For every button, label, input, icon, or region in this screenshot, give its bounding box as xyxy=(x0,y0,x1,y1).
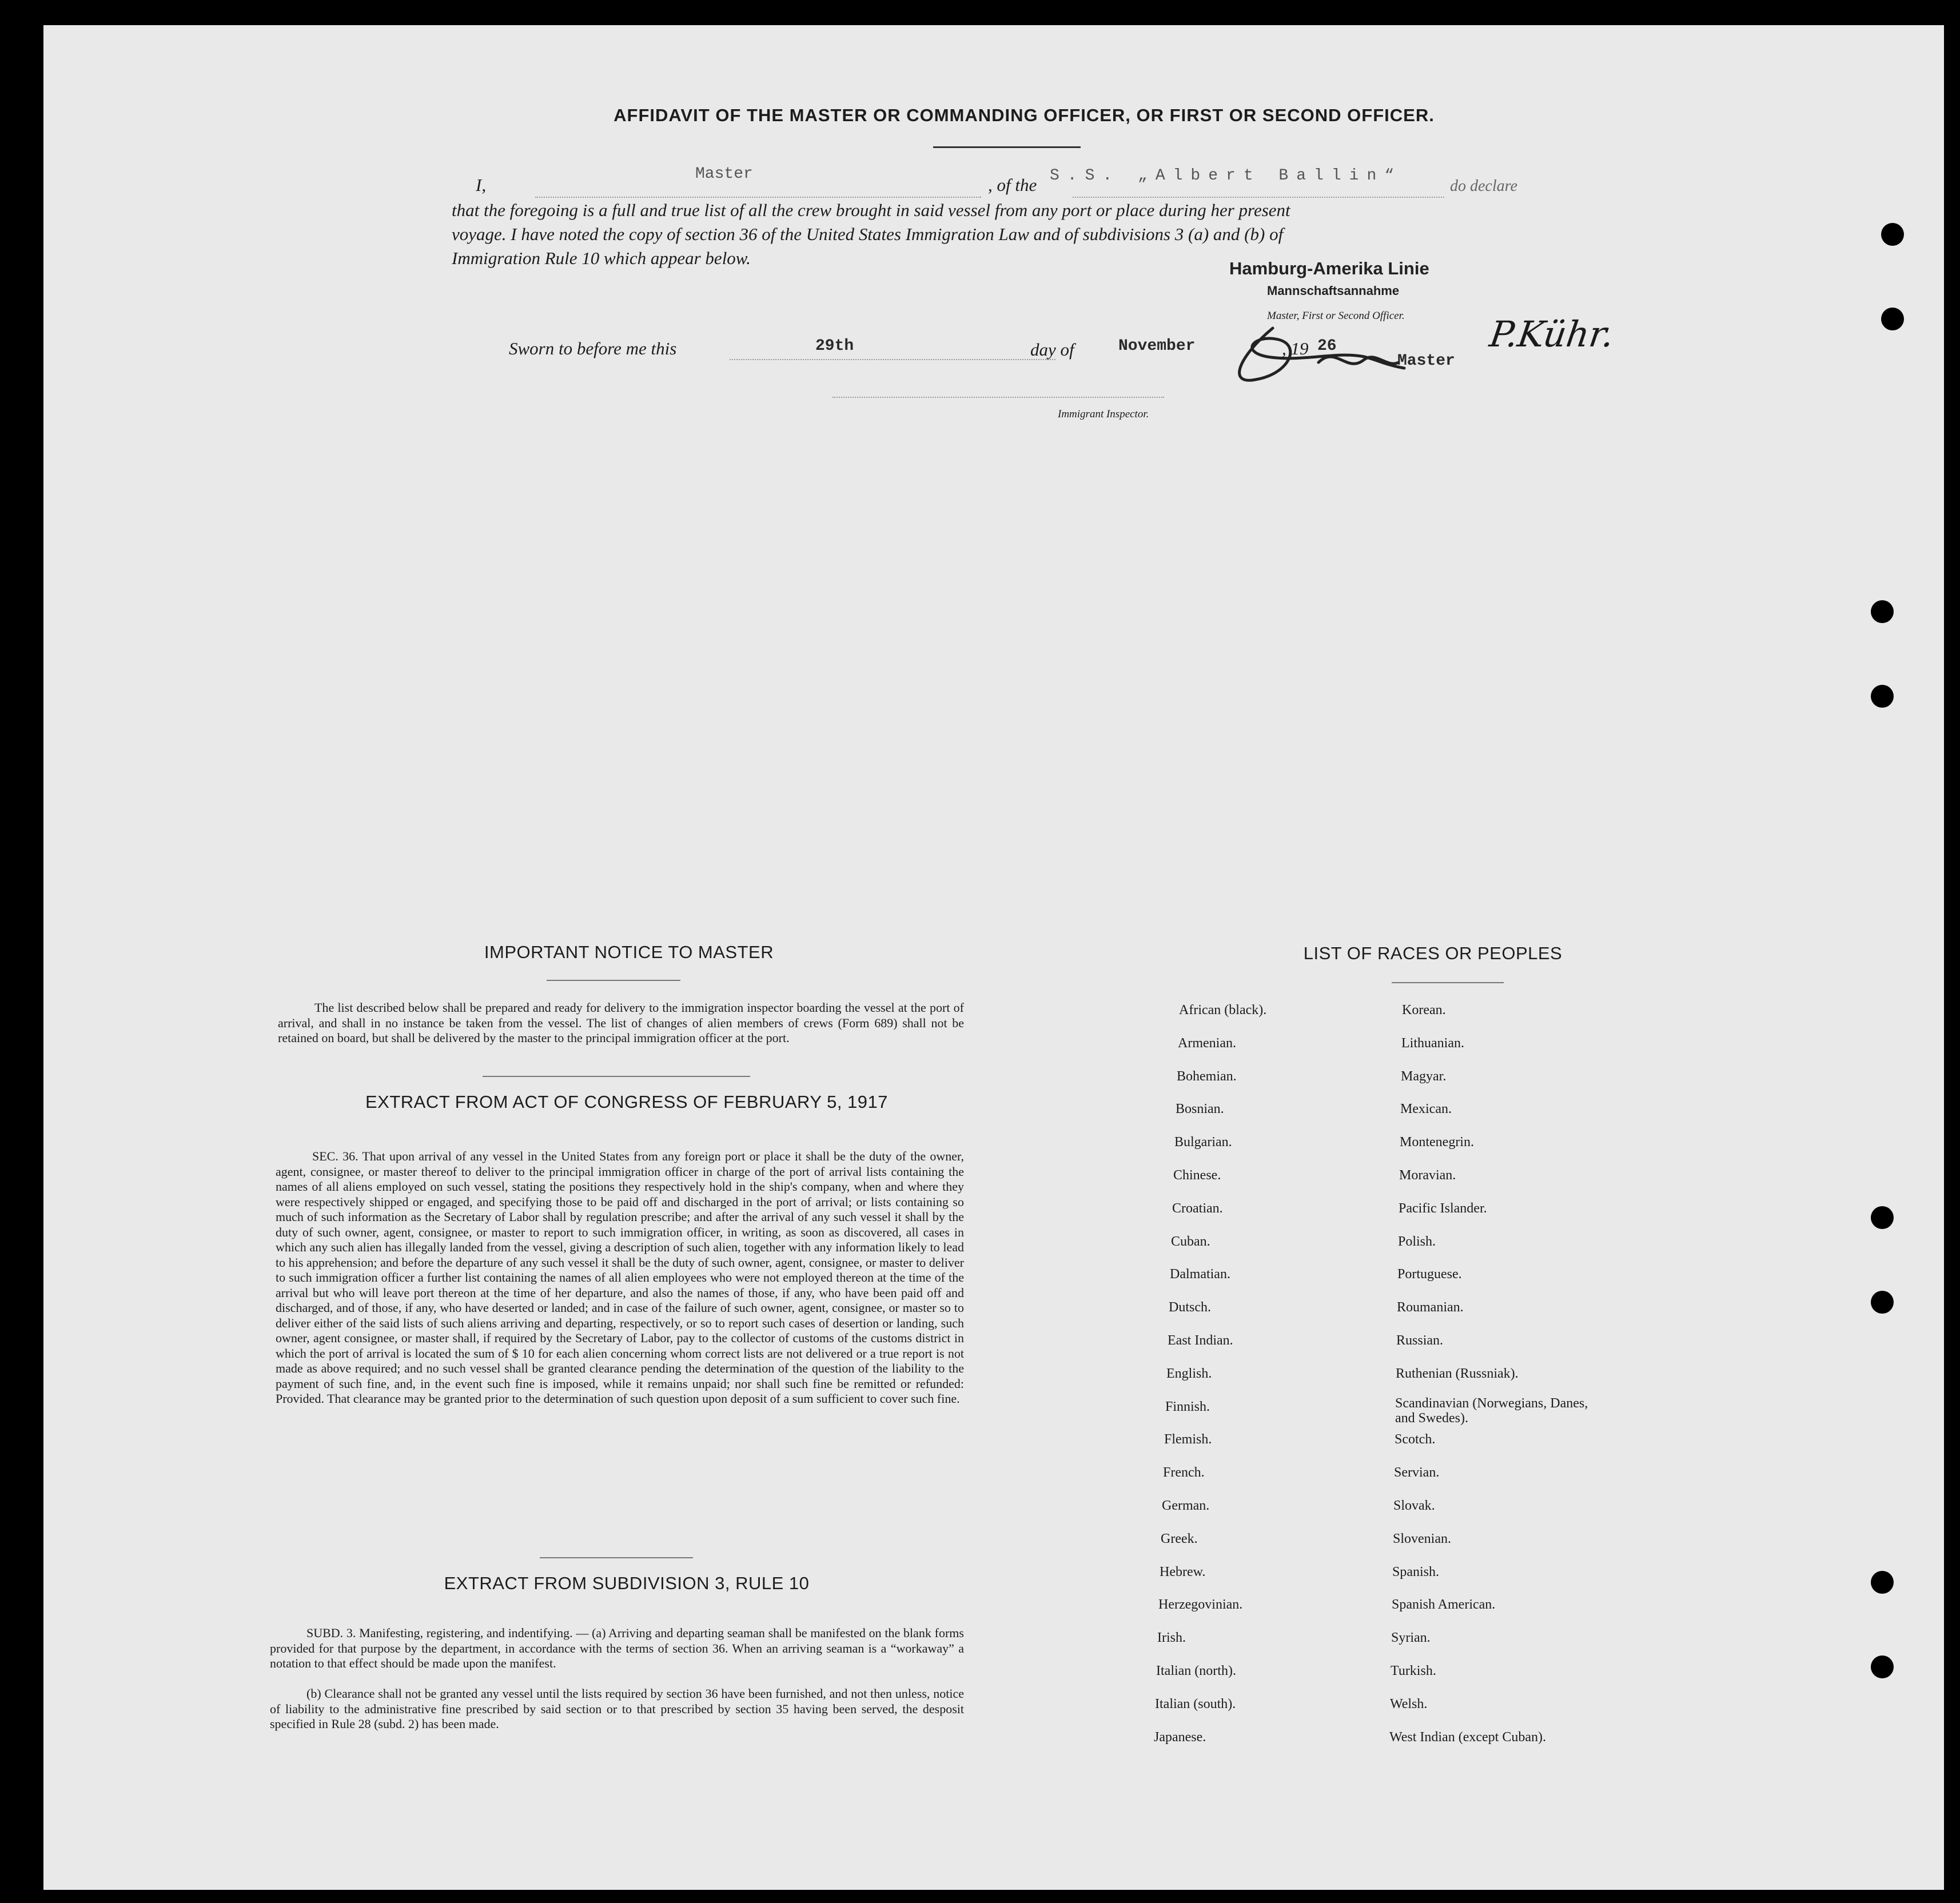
races-divider xyxy=(1392,982,1504,983)
act-title: EXTRACT FROM ACT OF CONGRESS OF FEBRUARY 5, 1917 xyxy=(365,1092,889,1112)
race-item: Moravian. xyxy=(1399,1168,1456,1183)
day-value: 29th xyxy=(815,337,854,355)
punch-hole xyxy=(1871,1571,1894,1594)
punch-hole xyxy=(1871,1655,1894,1678)
officer-caption: Master, First or Second Officer. xyxy=(1267,310,1405,322)
race-item: Flemish. xyxy=(1164,1432,1212,1447)
affidavit-line-4: Immigration Rule 10 which appear below. xyxy=(452,248,751,268)
race-item: Dalmatian. xyxy=(1170,1267,1230,1282)
punch-hole xyxy=(1871,600,1894,623)
race-item: Servian. xyxy=(1394,1465,1440,1481)
race-item: English. xyxy=(1166,1366,1212,1381)
i-label: I, xyxy=(476,175,487,195)
affidavit-line-2: that the foregoing is a full and true list of all the crew brought in said vessel from any port or place during her present xyxy=(452,200,1290,220)
race-item: Italian (north). xyxy=(1156,1663,1236,1678)
master-signature: P.Kühr. xyxy=(1487,313,1617,355)
rule-body-a: SUBD. 3. Manifesting, registering, and indentifying. — (a) Arriving and departing seaman shall be manifested on the blank forms provided for that purpose by the department, in accordance with the terms of section 36. When an arriving seaman is a “workaway” a notation to that effect should be made upon the manifest. xyxy=(270,1626,964,1670)
race-item: Spanish. xyxy=(1392,1564,1440,1579)
race-item: Armenian. xyxy=(1178,1035,1236,1051)
affidavit-line-3: voyage. I have noted the copy of section 36 of the United States Immigration Law and of subdivisions 3 (a) and (b) of xyxy=(452,224,1284,244)
race-item: Korean. xyxy=(1402,1003,1446,1018)
company-stamp-line2: Mannschaftsannahme xyxy=(1267,284,1400,298)
master-below: Master xyxy=(1397,352,1455,370)
notice-divider xyxy=(547,980,680,981)
race-item: Montenegrin. xyxy=(1400,1135,1474,1150)
vessel-name: S.S. „Albert Ballin“ xyxy=(1050,167,1403,185)
race-item: Mexican. xyxy=(1400,1102,1452,1117)
punch-hole xyxy=(1871,685,1894,708)
race-item: Pacific Islander. xyxy=(1399,1200,1487,1216)
day-line xyxy=(730,359,1055,360)
race-item: German. xyxy=(1162,1498,1210,1513)
race-item: Russian. xyxy=(1396,1333,1444,1348)
rule-title: EXTRACT FROM SUBDIVISION 3, RULE 10 xyxy=(444,1573,810,1593)
race-item: Roumanian. xyxy=(1397,1300,1464,1315)
race-item: Polish. xyxy=(1398,1234,1436,1249)
of-the-label: , of the xyxy=(988,175,1037,195)
race-item: Slovak. xyxy=(1393,1498,1435,1513)
race-item: French. xyxy=(1163,1465,1205,1481)
race-item: East Indian. xyxy=(1168,1333,1233,1348)
race-item: Croatian. xyxy=(1172,1200,1223,1216)
master-name-line xyxy=(535,197,981,198)
race-item: Dutsch. xyxy=(1169,1300,1211,1315)
month-value: November xyxy=(1118,337,1196,355)
race-item: Portuguese. xyxy=(1397,1267,1462,1282)
inspector-caption: Immigrant Inspector. xyxy=(1058,408,1149,420)
punch-hole xyxy=(1881,308,1904,330)
inspector-line xyxy=(832,397,1164,398)
punch-hole xyxy=(1871,1206,1894,1229)
title-divider xyxy=(933,146,1081,148)
race-item: Herzegovinian. xyxy=(1158,1597,1243,1613)
year-value: 26 xyxy=(1317,337,1337,355)
race-item: Hebrew. xyxy=(1160,1564,1206,1579)
affidavit-title: AFFIDAVIT OF THE MASTER OR COMMANDING OFFICER, OR FIRST OR SECOND OFFICER. xyxy=(614,105,1435,125)
race-item: Syrian. xyxy=(1391,1630,1431,1646)
rule-divider-top xyxy=(540,1557,693,1558)
act-body: SEC. 36. That upon arrival of any vessel in the United States from any foreign port or place it shall be the duty of the owner, agent, consignee, or master thereof to deliver to the principal immigration officer in charge of the port of arrival lists containing the names of all aliens employed on such vessel, stating the positions they respectively hold in the ship's company, when and where they were respectively shipped or engaged, and specifying those to be paid off and discharged in the port of arrival; or lists containing so much of such information as the Secretary of Labor shall by regulation prescribe; and after the arrival of any such vessel it shall by the duty of such owner, agent, consignee, or master to report to such immigration officer, in writing, as soon as discovered, all cases in which any such alien has illegally landed from the vessel, giving a description of such alien, together with any information likely to lead to his apprehension; and before the departure of any such vessel it shall be the duty of such owner, agent, consignee, or master to deliver to such immigration officer a further list containing the names of all alien employees who were not employed thereon at the time of the arrival but who will leave port thereon at the time of her departure, and also the names of those, if any, who have been paid off and discharged, and of those, if any, who have deserted or landed; and in case of the failure of such owner, agent, consignee, or master so to deliver either of the said lists of such aliens arriving and departing, respectively, or so to report such cases of desertion or landing, such owner, agent consignee, or master shall, if required by the Secretary of Labor, pay to the collector of customs of the customs district in which the port of arrival is located the sum of $ 10 for each alien concerning whom correct lists are not delivered or a true report is not made as above required; and no such vessel shall be granted clearance pending the determination of the question of the liability to the payment of such fine, and, in the event such fine is imposed, while it remains unpaid; nor shall such fine be remitted or refunded: Provided. That clearance may be granted prior to the determination of such question upon deposit of a sum sufficient to cover such fine. xyxy=(276,1149,964,1406)
race-item: Cuban. xyxy=(1171,1234,1210,1249)
race-item: Spanish American. xyxy=(1392,1597,1496,1613)
act-divider-top xyxy=(483,1076,750,1077)
year-prefix: , 19 xyxy=(1282,338,1309,358)
race-item: Scotch. xyxy=(1395,1432,1436,1447)
master-value: Master xyxy=(695,165,753,183)
race-item: Italian (south). xyxy=(1155,1696,1236,1711)
day-of-label: day of xyxy=(1030,340,1074,360)
race-item: Irish. xyxy=(1157,1630,1186,1646)
race-item: Bohemian. xyxy=(1177,1068,1237,1084)
race-item: West Indian (except Cuban). xyxy=(1389,1729,1546,1745)
race-item: Lithuanian. xyxy=(1401,1035,1464,1051)
race-item: Magyar. xyxy=(1401,1068,1447,1084)
race-item: African (black). xyxy=(1179,1003,1267,1018)
do-declare-label: do declare xyxy=(1450,177,1517,195)
vessel-line xyxy=(1073,197,1444,198)
race-item: Welsh. xyxy=(1390,1696,1428,1711)
race-item: Turkish. xyxy=(1391,1663,1436,1678)
sworn-label: Sworn to before me this xyxy=(509,338,677,358)
race-item: Finnish. xyxy=(1165,1399,1210,1414)
race-item: Bulgarian. xyxy=(1174,1135,1232,1150)
document-page xyxy=(43,25,1944,1890)
race-item: Scandinavian (Norwegians, Danes, and Swedes). xyxy=(1395,1395,1588,1426)
rule-body-b: (b) Clearance shall not be granted any vessel until the lists required by section 36 have been furnished, and not then unless, notice of liability to the administrative fine prescribed by said section or to that prescribed by section 35 having been served, the desposit specified in Rule 28 (subd. 2) has been made. xyxy=(270,1686,964,1731)
races-title: LIST OF RACES OR PEOPLES xyxy=(1303,943,1563,963)
race-item: Ruthenian (Russniak). xyxy=(1396,1366,1519,1381)
race-item: Greek. xyxy=(1161,1531,1198,1546)
punch-hole xyxy=(1881,223,1904,246)
race-item: Bosnian. xyxy=(1176,1102,1224,1117)
company-stamp-line1: Hamburg-Amerika Linie xyxy=(1229,258,1429,278)
punch-hole xyxy=(1871,1291,1894,1314)
notice-body: The list described below shall be prepared and ready for delivery to the immigration inspector boarding the vessel at the port of arrival, and shall in no instance be taken from the vessel. The list of changes of alien members of crews (Form 689) shall not be retained on board, but shall be delivered by the master to the principal immigration officer at the port. xyxy=(278,1000,964,1045)
race-item: Japanese. xyxy=(1154,1729,1206,1745)
race-item: Slovenian. xyxy=(1393,1531,1451,1546)
notice-title: IMPORTANT NOTICE TO MASTER xyxy=(484,942,774,962)
race-item: Chinese. xyxy=(1173,1168,1221,1183)
